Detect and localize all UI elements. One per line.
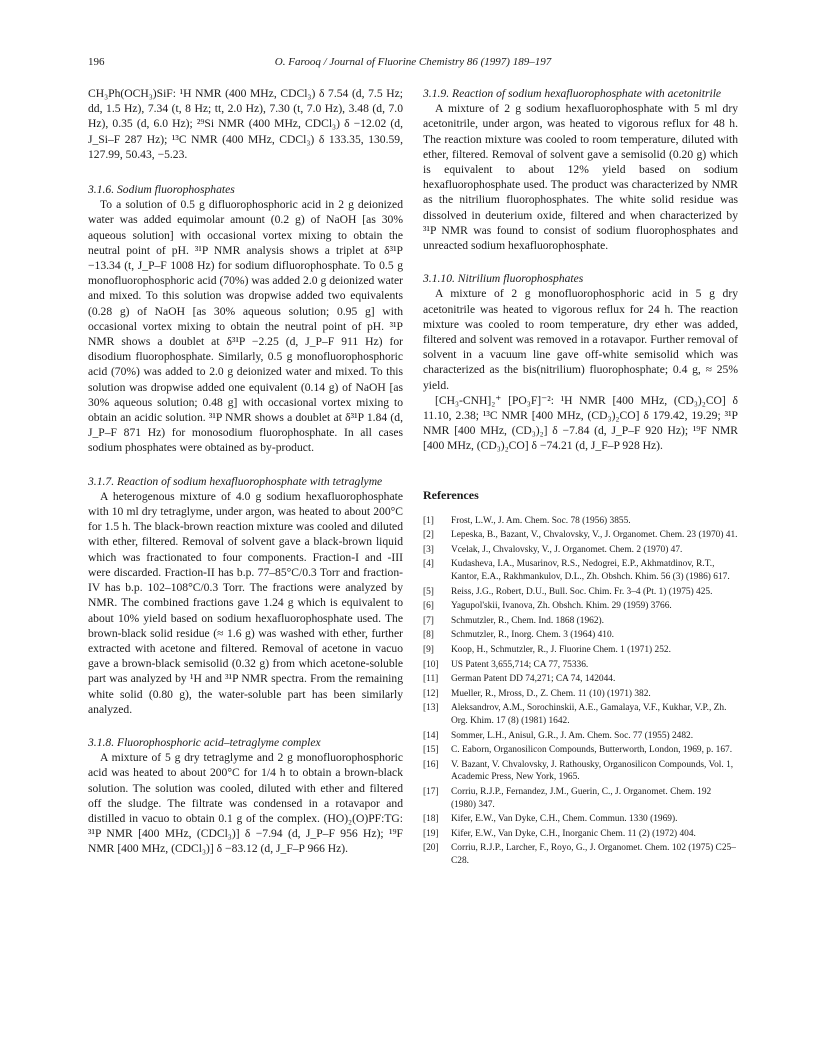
reference-text: Schmutzler, R., Chem. Ind. 1868 (1962). xyxy=(451,615,604,626)
references-heading: References xyxy=(423,487,479,502)
section-3-1-10-nmr-data: [CH₃-CNH]₂⁺ [PO₃F]⁻²: ¹H NMR [400 MHz, (CD₃)₂CO] δ 11.10, 2.38; ¹³C NMR [400 MHz, (CD₃)₂CO] δ 179.42, 19.29; ³¹P NMR [400 MHz, (CD₃)₂] δ −7.84 (d, J_P–F 920 Hz); ¹⁹F NMR [400 MHz, (CD₃)₂CO] δ −74.21 (d, J_F–P 928 Hz). xyxy=(423,393,738,453)
reference-item xyxy=(423,744,738,757)
reference-number: [8] xyxy=(423,630,434,641)
reference-item xyxy=(423,813,738,826)
reference-number: [20] xyxy=(423,843,439,854)
reference-item xyxy=(423,702,738,727)
reference-item xyxy=(423,544,738,557)
reference-number: [1] xyxy=(423,515,434,526)
left-column xyxy=(88,86,403,857)
reference-item xyxy=(423,515,738,528)
reference-text: Corriu, R.J.P., Larcher, F., Royo, G., J. Organomet. Chem. 102 (1975) C25–C28. xyxy=(451,843,736,866)
reference-number: [5] xyxy=(423,586,434,597)
reference-number: [7] xyxy=(423,615,434,626)
reference-item xyxy=(423,644,738,657)
section-3-1-9-title: 3.1.9. Reaction of sodium hexafluorophosphate with acetonitrile xyxy=(423,87,722,100)
reference-item xyxy=(423,828,738,841)
reference-number: [12] xyxy=(423,688,439,699)
section-3-1-8-title: 3.1.8. Fluorophosphoric acid–tetraglyme complex xyxy=(88,735,321,749)
reference-item xyxy=(423,659,738,672)
page-header xyxy=(88,56,738,72)
section-3-1-7-title: 3.1.7. Reaction of sodium hexafluorophosphate with tetraglyme xyxy=(88,474,383,488)
reference-text: Yagupol'skii, Ivanova, Zh. Obshch. Khim. 29 (1959) 3766. xyxy=(451,601,672,612)
reference-item xyxy=(423,786,738,811)
reference-text: V. Bazant, V. Chvalovsky, J. Rathousky, Organosilicon Compounds, Vol. 1, Academic Press, New York, 1965. xyxy=(451,759,734,783)
reference-item xyxy=(423,842,738,867)
reference-item xyxy=(423,586,738,599)
reference-number: [18] xyxy=(423,814,439,825)
reference-item xyxy=(423,629,738,642)
section-3-1-9-text: A mixture of 2 g sodium hexafluorophosphate with 5 ml dry acetonitrile, under argon, was heated to vigorous reflux for 48 h. The reaction mixture was cooled to room temperature, diluted with ether, filtered. Removal of solvent gave a semisolid (0.20 g) which is equivalent to about 12% yield based on sodium hexafluorophosphate used. The product was characterized by NMR as the nitrilium fluorophosphates. The white solid residue was dissolved in deuterium oxide, filtered and when characterized by ³¹P NMR was found to consist of sodium fluorophosphates and unreacted sodium hexafluorophosphate. xyxy=(423,102,738,253)
reference-number: [9] xyxy=(423,645,434,656)
reference-item xyxy=(423,688,738,701)
right-column xyxy=(423,86,738,870)
reference-item xyxy=(423,673,738,686)
reference-text: Kudasheva, I.A., Musarinov, R.S., Nedogrei, E.P., Akhmatdinov, R.T., Kantor, E.A., Rakhmankulov, D.L., Zh. Obshch. Khim. 56 (3) (1986) 617. xyxy=(451,559,730,583)
section-3-1-7-text: A heterogenous mixture of 4.0 g sodium hexafluorophosphate with 10 ml dry tetraglyme, under argon, was heated to about 200°C for 1.5 h. The black-brown reaction mixture was cooled and diluted with ether, filtered. Removal of solvent gave a black-brown liquid which was fractionated to four components. Fraction-I and -III were discarded. Fraction-II has b.p. 77–85°C/0.3 Torr and fraction-IV has b.p. 102–108°C/0.3 Torr. The fractions were analyzed by NMR. The combined fractions gave 1.24 g which is equivalent to about 10% yield based on sodium hexafluorophosphate used. The brown-black solid residue (≈ 1.6 g) was washed with ether, further extracted with acetone and filtered. Removal of acetone in vacuo gave a brown-black semisolid (0.32 g) from which acetone-soluble part was analyzed by ¹H and ³¹P NMR spectra. From the remaining white solid (0.80 g), the water-soluble part has been similarly analyzed. xyxy=(88,489,403,716)
section-3-1-8-text: A mixture of 5 g dry tetraglyme and 2 g monofluorophosphoric acid was heated to about 200°C for 1/4 h to obtain a brown-black solution. The solution was cooled, diluted with ether and filtered off the sludge. The filtrate was condensed in a rotavapor and distilled in vacuo to obtain 0.1 g of the complex. (HO)₂(O)PF:TG: ³¹P NMR [400 MHz, (CDCl₃)] δ −7.94 (d, J_P–F 956 Hz); ¹⁹F NMR [400 MHz, (CDCl₃)] δ −83.12 (d, J_F–P 966 Hz). xyxy=(88,751,403,856)
nmr-data-paragraph: CH₃Ph(OCH₃)SiF: ¹H NMR (400 MHz, CDCl₃) δ 7.54 (d, 7.5 Hz; dd, 1.5 Hz), 7.34 (t, 8 Hz; tt, 2.0 Hz), 7.30 (t, 7.0 Hz), 3.48 (d, 7.0 Hz), 0.35 (d, 6.0 Hz); ²⁹Si NMR (400 MHz, CDCl₃) δ −12.02 (d, J_Si–F 287 Hz); ¹³C NMR (400 MHz, CDCl₃) δ 133.35, 130.59, 127.99, 50.43, −5.23. xyxy=(88,87,403,161)
reference-item xyxy=(423,615,738,628)
reference-text: Mueller, R., Mross, D., Z. Chem. 11 (10) (1971) 382. xyxy=(451,688,651,699)
reference-item xyxy=(423,529,738,542)
reference-item xyxy=(423,759,738,784)
reference-number: [19] xyxy=(423,828,439,839)
running-title: O. Farooq / Journal of Fluorine Chemistry 86 (1997) 189–197 xyxy=(274,56,552,68)
reference-number: [10] xyxy=(423,659,439,670)
reference-number: [6] xyxy=(423,601,434,612)
reference-text: Lepeska, B., Bazant, V., Chvalovsky, V., J. Organomet. Chem. 23 (1970) 41. xyxy=(451,530,738,541)
reference-number: [3] xyxy=(423,544,434,555)
reference-number: [2] xyxy=(423,530,434,541)
reference-item xyxy=(423,730,738,743)
reference-text: US Patent 3,655,714; CA 77, 75336. xyxy=(451,659,589,670)
section-3-1-6-title: 3.1.6. Sodium fluorophosphates xyxy=(88,183,235,197)
reference-number: [16] xyxy=(423,759,439,770)
reference-text: Koop, H., Schmutzler, R., J. Fluorine Chem. 1 (1971) 252. xyxy=(451,645,671,656)
reference-text: Kifer, E.W., Van Dyke, C.H., Inorganic Chem. 11 (2) (1972) 404. xyxy=(451,828,696,839)
reference-number: [4] xyxy=(423,559,434,570)
section-3-1-10-text: A mixture of 2 g monofluorophosphoric acid in 5 g dry acetonitrile was heated to vigorous reflux for 24 h. The reaction mixture was cooled to room temperature, dry ether was added, filtered and solvent was removed in a rotavapor. Further removal of solvent in a vacuum line gave off-white semisolid which was characterized as the bis(nitrilium) fluorophosphate; 0.4 g, ≈ 25% yield. xyxy=(423,287,738,392)
reference-number: [15] xyxy=(423,745,439,756)
reference-number: [11] xyxy=(423,674,439,685)
reference-text: Sommer, L.H., Anisul, G.R., J. Am. Chem. Soc. 77 (1955) 2482. xyxy=(451,730,694,741)
reference-number: [14] xyxy=(423,730,439,741)
reference-text: Frost, L.W., J. Am. Chem. Soc. 78 (1956) 3855. xyxy=(451,515,631,526)
reference-text: Vcelak, J., Chvalovsky, V., J. Organomet. Chem. 2 (1970) 47. xyxy=(451,544,683,555)
section-3-1-10-title: 3.1.10. Nitrilium fluorophosphates xyxy=(423,272,584,286)
reference-text: Corriu, R.J.P., Fernandez, J.M., Guerin, C., J. Organomet. Chem. 192 (1980) 347. xyxy=(451,786,712,810)
reference-item xyxy=(423,558,738,583)
section-3-1-6-text: To a solution of 0.5 g difluorophosphoric acid in 2 g deionized water was added equimolar amount (0.2 g) of NaOH [as 30% aqueous solution] with occasional vortex mixing to obtain the neutral point of pH. ³¹P NMR analysis shows a triplet at δ³¹P −13.34 (t, J_P–F 1008 Hz) for sodium difluorophosphate. To 0.5 g monofluorophosphoric acid (70%) was added 2.0 g deionized water and mixed. To this solution was dropwise added two equivalents (0.28 g) of NaOH [as 30% aqueous solution; 0.95 g] with occasional vortex mixing to obtain the neutral point of pH. ³¹P NMR shows a doublet at δ³¹P −2.25 (d, J_P–F 911 Hz) for disodium fluorophosphate. Similarly, 0.5 g monofluorophosphoric acid (70%) was added to 2.0 g deionized water and mixed. To this solution was dropwise added one equivalent (0.14 g) of NaOH [as 30% aqueous solution; 0.48 g] with occasional vortex mixing to obtain an acidic solution. ³¹P NMR shows a doublet at δ³¹P 1.84 (d, J_P–F 871 Hz) for monosodium fluorophosphate. In all cases sodium phosphates were obtained as by-product. xyxy=(88,198,403,455)
reference-text: German Patent DD 74,271; CA 74, 142044. xyxy=(451,674,616,685)
reference-text: Schmutzler, R., Inorg. Chem. 3 (1964) 410. xyxy=(451,630,614,641)
page-number: 196 xyxy=(88,56,105,68)
reference-number: [17] xyxy=(423,786,439,797)
reference-text: C. Eaborn, Organosilicon Compounds, Butterworth, London, 1969, p. 167. xyxy=(451,745,733,756)
reference-text: Reiss, J.G., Robert, D.U., Bull. Soc. Chim. Fr. 3–4 (Pt. 1) (1975) 425. xyxy=(451,586,713,597)
reference-text: Kifer, E.W., Van Dyke, C.H., Chem. Commun. 1330 (1969). xyxy=(451,814,678,825)
reference-item xyxy=(423,600,738,613)
reference-number: [13] xyxy=(423,703,439,714)
references-list xyxy=(423,515,738,868)
reference-text: Aleksandrov, A.M., Sorochinskii, A.E., Gamalaya, V.F., Kukhar, V.P., Zh. Org. Khim. 17 (8) (1981) 1642. xyxy=(451,703,727,726)
